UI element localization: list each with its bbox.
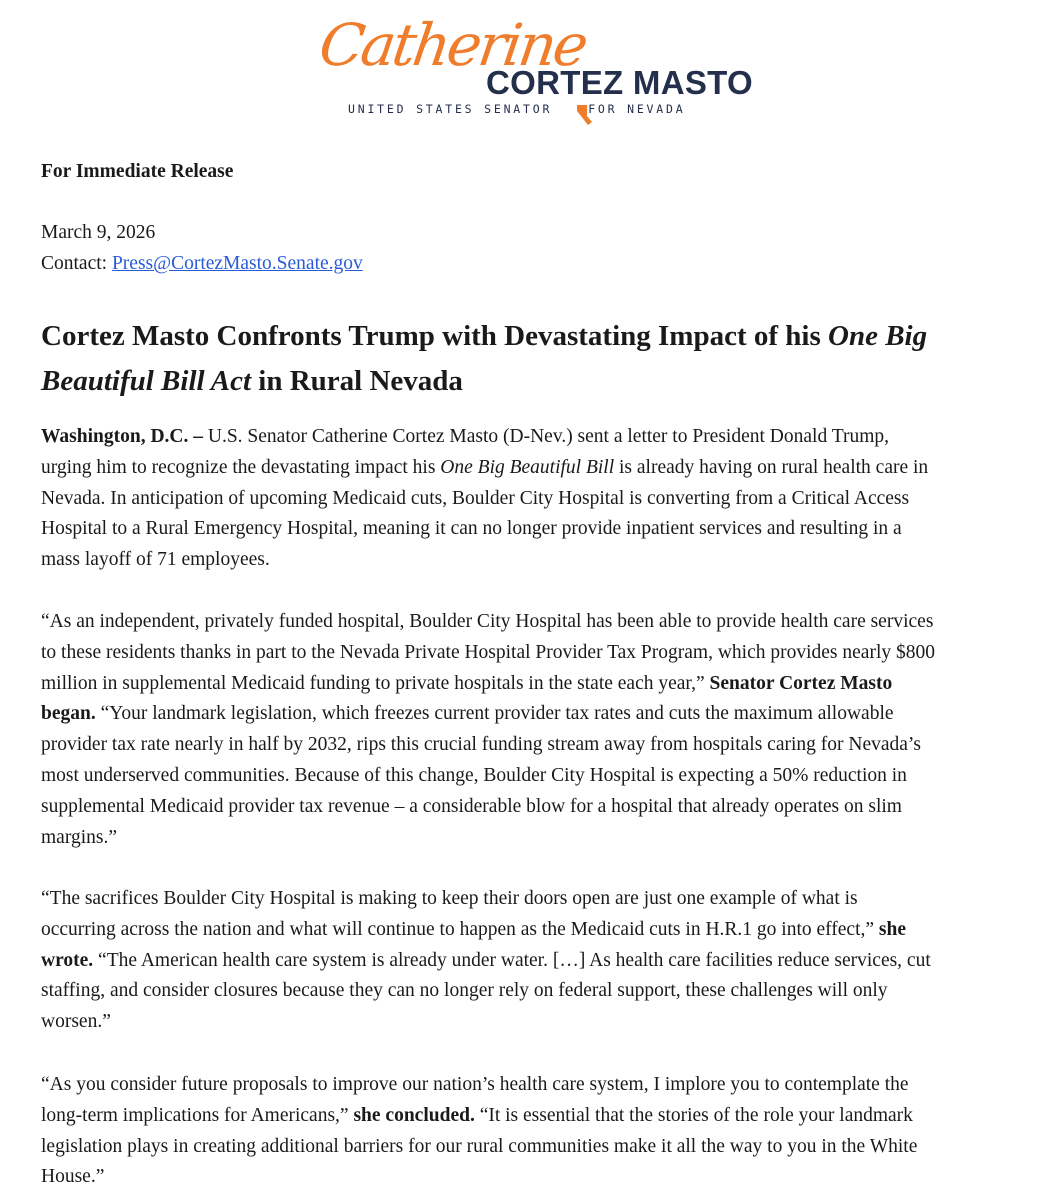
headline-italic: Beautiful Bill Act: [41, 365, 252, 397]
paragraph-line: Nevada. In anticipation of upcoming Medicaid cuts, Boulder City Hospital is converting from a Critical Access: [41, 487, 910, 509]
text-run: “The American health care system is already under water. […] As health care facilities reduce services, cut: [93, 949, 931, 971]
paragraph-quote-2: [41, 884, 1021, 1038]
headline-italic: One Big: [828, 320, 928, 352]
logo-tagline-left: UNITED STATES SENATOR: [348, 102, 553, 116]
logo-tagline-right: FOR NEVADA: [588, 102, 686, 116]
paragraph-line: “The sacrifices Boulder City Hospital is making to keep their doors open are just one example of what is: [41, 888, 858, 909]
paragraph-line: worsen.”: [41, 1011, 111, 1033]
paragraph-line: Hospital to a Rural Emergency Hospital, meaning it can no longer provide inpatient services and resulting in a: [41, 518, 902, 540]
release-date: March 9, 2026: [41, 222, 156, 243]
speaker-attribution: Senator Cortez Masto: [709, 672, 893, 694]
headline-text: Cortez Masto Confronts Trump with Devastating Impact of his: [41, 320, 828, 352]
paragraph-line: [41, 1101, 1021, 1132]
nevada-state-icon: [575, 104, 597, 126]
bill-title: One Big Beautiful Bill: [440, 456, 615, 478]
text-run: “Your landmark legislation, which freezes current provider tax rates and cuts the maximum allowable: [95, 703, 894, 725]
text-run: million in supplemental Medicaid funding to private hospitals in the state each year,”: [41, 672, 710, 694]
paragraph-line: [41, 422, 1021, 453]
text-run: “It is essential that the stories of the role your landmark: [474, 1104, 913, 1126]
paragraph-line: margins.”: [41, 826, 118, 848]
logo-tagline: [348, 104, 685, 116]
contact-email-link[interactable]: Press@CortezMasto.Senate.gov: [111, 253, 363, 274]
text-run: occurring across the nation and what will continue to happen as the Medicaid cuts in H.R.1 go into effect,”: [41, 918, 879, 940]
logo-script-name: Catherine: [315, 11, 590, 79]
speaker-attribution: wrote.: [41, 949, 94, 971]
paragraph-intro: [41, 422, 1021, 576]
contact-line: [41, 248, 363, 279]
paragraph-line: staffing, and consider closures because they can no longer rely on federal support, these challenges will only: [41, 980, 888, 1002]
logo-surname: CORTEZ MASTO: [486, 64, 753, 101]
paragraph-line: legislation plays in creating additional barriers for our rural communities make it all the way to you in the White: [41, 1135, 918, 1157]
text-run: long-term implications for Americans,”: [41, 1104, 354, 1126]
paragraph-line: [41, 699, 1021, 730]
speaker-attribution: she concluded.: [353, 1104, 475, 1126]
text-run: urging him to recognize the devastating impact his: [41, 456, 441, 478]
headline: [41, 314, 1001, 404]
paragraph-line: provider tax rate nearly in half by 2032, rips this crucial funding stream away from hospitals caring for Nevada’s: [41, 734, 921, 756]
text-run: is already having on rural health care in: [614, 456, 929, 478]
release-label: For Immediate Release: [41, 161, 234, 182]
headline-line-2: [41, 359, 1001, 404]
paragraph-line: supplemental Medicaid provider tax revenue – a considerable blow for a hospital that already operates on slim: [41, 795, 902, 817]
paragraph-line: [41, 946, 1021, 977]
paragraph-line: most underserved communities. Because of this change, Boulder City Hospital is expecting a 50% reduction in: [41, 764, 907, 786]
paragraph-line: House.”: [41, 1166, 105, 1188]
text-run: U.S. Senator Catherine Cortez Masto (D-Nev.) sent a letter to President Donald Trump,: [207, 426, 889, 447]
paragraph-line: [41, 453, 1021, 484]
paragraph-quote-3: [41, 1070, 1021, 1193]
dateline: Washington, D.C. –: [41, 426, 208, 447]
paragraph-line: [41, 915, 1021, 946]
paragraph-line: [41, 669, 1021, 700]
speaker-attribution: began.: [41, 703, 96, 725]
paragraph-line: “As you consider future proposals to improve our nation’s health care system, I implore you to contemplate the: [41, 1074, 909, 1095]
headline-text: in Rural Nevada: [251, 365, 463, 397]
paragraph-line: mass layoff of 71 employees.: [41, 549, 270, 571]
senator-logo: [315, 10, 753, 120]
headline-line-1: [41, 314, 1001, 359]
speaker-attribution: she: [878, 918, 907, 940]
paragraph-line: “As an independent, privately funded hospital, Boulder City Hospital has been able to provide health care services: [41, 611, 934, 632]
contact-label: Contact:: [41, 253, 112, 274]
paragraph-line: to these residents thanks in part to the Nevada Private Hospital Provider Tax Program, which provides nearly $800: [41, 641, 935, 663]
paragraph-quote-1: [41, 607, 1021, 853]
